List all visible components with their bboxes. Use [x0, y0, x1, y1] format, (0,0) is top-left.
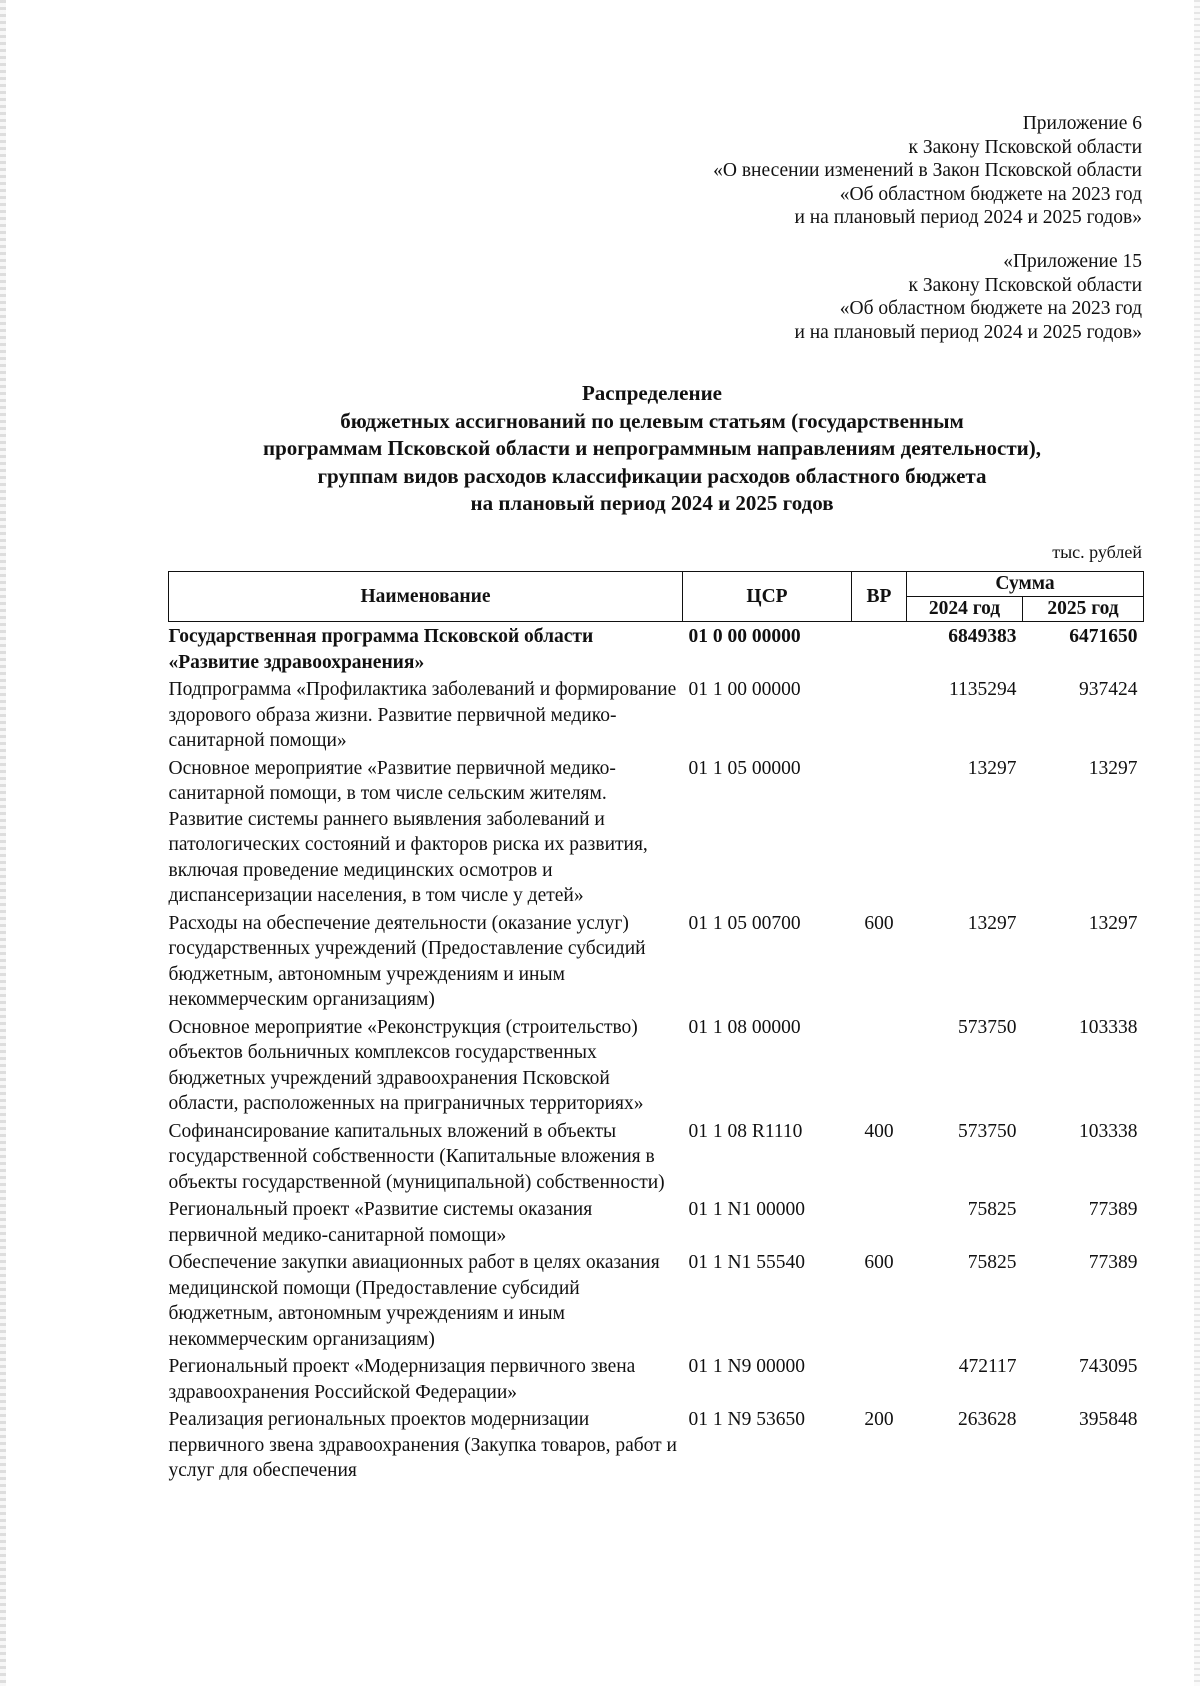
header-year-2025: 2025 год	[1023, 597, 1144, 622]
header-csr: ЦСР	[683, 572, 852, 622]
annex-main-line: Приложение 6	[1022, 113, 1142, 134]
cell-csr: 01 1 05 00000	[688, 757, 801, 779]
cell-amount-2024: 75825	[967, 1199, 1017, 1220]
annex-main-line: к Закону Псковской области	[908, 136, 1142, 158]
table-row	[169, 622, 1144, 676]
title-line: на плановый период 2024 и 2025 годов	[470, 491, 834, 515]
units-label: тыс. рублей	[1052, 542, 1142, 562]
annex-main-line: «О внесении изменений в Закон Псковской области	[713, 160, 1142, 181]
table-row	[169, 1248, 1144, 1352]
cell-amount-2024: 1135294	[948, 679, 1017, 700]
cell-amount-2024: 573750	[958, 1120, 1017, 1142]
annex-ref-line: к Закону Псковской области	[908, 274, 1142, 296]
header-year-2024: 2024 год	[907, 597, 1023, 622]
title-line: бюджетных ассигнований по целевым статьям (государственным	[340, 408, 964, 433]
cell-amount-2025: 77389	[1088, 1199, 1138, 1220]
header-name: Наименование	[169, 572, 683, 622]
table-row	[169, 754, 1144, 909]
cell-name: Расходы на обеспечение деятельности (оказание услуг) государственных учреждений (Предоставление субсидий бюджетным, автономным учреждениям и иным некоммерческим организациям)	[168, 912, 646, 1010]
cell-amount-2024: 13297	[967, 757, 1017, 779]
cell-amount-2024: 263628	[958, 1409, 1017, 1430]
cell-name: Реализация региональных проектов модернизации первичного звена здравоохранения (Закупка товаров, работ и услуг для обеспечения	[168, 1409, 677, 1481]
annex-ref-block	[794, 250, 1142, 344]
table-header	[169, 572, 1144, 622]
table-row	[169, 1013, 1144, 1117]
cell-name: Софинансирование капитальных вложений в объекты государственной собственности (Капитальные вложения в объекты государственной (муниципальной) собственности)	[168, 1120, 665, 1193]
cell-csr: 01 0 00 00000	[688, 626, 801, 647]
annex-ref-line: и на плановый период 2024 и 2025 годов»	[794, 321, 1142, 343]
cell-amount-2025: 103338	[1079, 1016, 1138, 1038]
cell-vr	[852, 1195, 907, 1248]
cell-vr: 400	[864, 1120, 894, 1142]
table-row	[169, 1405, 1144, 1484]
cell-vr	[852, 1352, 907, 1405]
cell-amount-2024: 472117	[958, 1356, 1017, 1377]
title-line: группам видов расходов классификации расходов областного бюджета	[317, 463, 987, 488]
cell-amount-2025: 13297	[1088, 912, 1138, 934]
cell-amount-2024: 573750	[958, 1016, 1017, 1038]
annex-main-line: и на плановый период 2024 и 2025 годов»	[794, 207, 1142, 228]
annex-main-block	[713, 112, 1142, 230]
cell-name: Региональный проект «Развитие системы оказания первичной медико-санитарной помощи»	[168, 1199, 593, 1246]
document-title	[160, 380, 1144, 518]
header-vr: ВР	[852, 572, 907, 622]
cell-vr: 600	[864, 1252, 894, 1273]
cell-amount-2025: 937424	[1079, 679, 1138, 700]
cell-amount-2024: 6849383	[948, 626, 1017, 647]
table-row	[169, 1117, 1144, 1196]
cell-csr: 01 1 N1 00000	[688, 1199, 805, 1220]
cell-name: Основное мероприятие «Реконструкция (строительство) объектов больничных комплексов государственных бюджетных учреждений здравоохранения Псковской области, расположенных на приграничных территориях»	[168, 1016, 644, 1114]
title-line: программам Псковской области и непрограммным направлениям деятельности),	[262, 436, 1041, 460]
cell-vr: 600	[864, 912, 894, 934]
budget-table	[168, 571, 1144, 1484]
cell-csr: 01 1 05 00700	[688, 912, 801, 934]
cell-name: Государственная программа Псковской области «Развитие здравоохранения»	[168, 626, 594, 673]
cell-amount-2025: 77389	[1088, 1252, 1138, 1273]
cell-vr: 200	[864, 1409, 894, 1430]
cell-amount-2025: 6471650	[1069, 626, 1138, 647]
cell-csr: 01 1 N9 00000	[688, 1356, 805, 1377]
scan-edge-left	[0, 0, 6, 1686]
cell-csr: 01 1 00 00000	[688, 679, 801, 700]
cell-csr: 01 1 N1 55540	[688, 1252, 805, 1273]
annex-ref-line: «Приложение 15	[1003, 251, 1142, 272]
cell-vr	[852, 1013, 907, 1117]
cell-vr	[852, 675, 907, 754]
cell-name: Региональный проект «Модернизация первичного звена здравоохранения Российской Федерации»	[168, 1356, 636, 1403]
cell-csr: 01 1 08 R1110	[688, 1120, 803, 1142]
annex-main-line: «Об областном бюджете на 2023 год	[839, 183, 1142, 205]
cell-name: Обеспечение закупки авиационных работ в целях оказания медицинской помощи (Предоставление субсидий бюджетным, автономным учреждениям и иным некоммерческим организациям)	[168, 1252, 660, 1350]
table-row	[169, 909, 1144, 1013]
cell-csr: 01 1 08 00000	[688, 1016, 801, 1038]
cell-amount-2025: 743095	[1079, 1356, 1138, 1377]
table-row	[169, 1195, 1144, 1248]
table-row	[169, 675, 1144, 754]
cell-amount-2024: 75825	[967, 1252, 1017, 1273]
cell-name: Подпрограмма «Профилактика заболеваний и формирование здорового образа жизни. Развитие первичной медико-санитарной помощи»	[168, 679, 677, 751]
cell-name: Основное мероприятие «Развитие первичной медико-санитарной помощи, в том числе сельским жителям. Развитие системы раннего выявления заболеваний и патологических состояний и факторов риска их развития, включая проведение медицинских осмотров и диспансеризации населения, в том числе у детей»	[168, 757, 648, 906]
table-row	[169, 1352, 1144, 1405]
title-line: Распределение	[581, 381, 723, 405]
cell-amount-2025: 395848	[1079, 1409, 1138, 1430]
cell-vr	[852, 754, 907, 909]
scan-edge-right	[1194, 0, 1200, 1686]
cell-amount-2024: 13297	[967, 912, 1017, 934]
annex-ref-line: «Об областном бюджете на 2023 год	[839, 298, 1142, 319]
cell-amount-2025: 103338	[1079, 1120, 1138, 1142]
cell-vr	[852, 622, 907, 676]
cell-amount-2025: 13297	[1088, 757, 1138, 779]
header-sum: Сумма	[907, 572, 1144, 597]
cell-csr: 01 1 N9 53650	[688, 1409, 805, 1430]
table-body	[169, 622, 1144, 1484]
